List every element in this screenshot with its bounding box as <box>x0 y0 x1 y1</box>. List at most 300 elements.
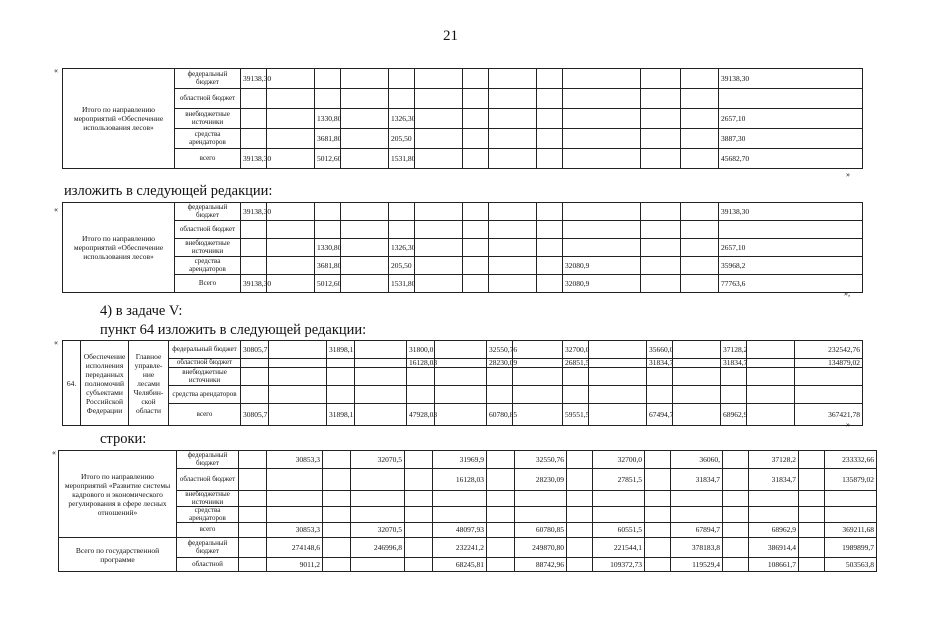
value-cell <box>389 221 415 239</box>
value-cell <box>405 507 433 523</box>
value-cell <box>323 491 351 507</box>
row-label-federal: федеральный бюджет <box>175 69 241 89</box>
row-label-regional_short: областной <box>177 558 239 572</box>
row-label-tenants: средства арендаторов <box>177 507 239 523</box>
value-cell <box>463 109 489 129</box>
event-name: Обеспечение исполнения переданных полномочий субъектами Российской Федерации <box>81 341 129 426</box>
value-cell <box>323 451 351 469</box>
value-cell: 3681,80 <box>315 257 341 275</box>
spacer-cell <box>239 491 267 507</box>
value-cell: 68245,81 <box>433 558 487 572</box>
value-cell <box>241 109 267 129</box>
value-cell <box>489 257 537 275</box>
value-cell <box>267 221 315 239</box>
value-cell <box>405 469 433 491</box>
value-cell: 3887,30 <box>719 129 863 149</box>
value-cell: 2657,10 <box>719 239 863 257</box>
value-cell <box>433 491 487 507</box>
value-cell <box>463 149 489 169</box>
table-row <box>63 404 863 426</box>
value-cell <box>351 491 405 507</box>
row-label-federal: федеральный бюджет <box>177 451 239 469</box>
value-cell: 39138,30 <box>719 203 863 221</box>
table-4-personnel-and-total <box>58 450 943 572</box>
value-cell <box>327 368 355 386</box>
instruction-heading-4: строки: <box>100 431 147 447</box>
value-cell <box>267 257 315 275</box>
spacer-cell <box>239 538 267 558</box>
value-cell <box>719 89 863 109</box>
executor-name: Главное управле- ние лесами Челябин- ской области <box>129 341 169 426</box>
value-cell <box>641 203 681 221</box>
value-cell <box>415 89 463 109</box>
value-cell <box>537 203 563 221</box>
spacer-cell <box>239 558 267 572</box>
value-cell <box>355 359 407 368</box>
value-cell: 274148,6 <box>267 538 323 558</box>
row-group-label: Итого по направлению мероприятий «Обеспечение использования лесов» <box>63 203 175 293</box>
value-cell: 60551,5 <box>593 523 645 538</box>
value-cell: 39138,30 <box>241 69 267 89</box>
value-cell: 1989899,7 <box>825 538 877 558</box>
value-cell: 31834,7 <box>647 359 673 368</box>
value-cell <box>487 538 515 558</box>
row-label-tenants: средства арендаторов <box>175 257 241 275</box>
value-cell: 28230,09 <box>515 469 567 491</box>
value-cell <box>641 69 681 89</box>
value-cell: 60780,85 <box>487 404 513 426</box>
value-cell: 31898,1 <box>327 404 355 426</box>
value-cell: 45682,70 <box>719 149 863 169</box>
value-cell <box>563 239 641 257</box>
value-cell: 205,50 <box>389 129 415 149</box>
value-cell <box>645 451 671 469</box>
value-cell: 1326,30 <box>389 239 415 257</box>
value-cell <box>537 89 563 109</box>
value-cell <box>341 89 389 109</box>
value-cell <box>747 368 795 386</box>
value-cell <box>489 109 537 129</box>
value-cell <box>389 89 415 109</box>
table-2-forest-use-new <box>62 202 863 293</box>
value-cell <box>341 239 389 257</box>
value-cell: 32070,5 <box>351 451 405 469</box>
value-cell: 1330,80 <box>315 109 341 129</box>
value-cell <box>681 257 719 275</box>
value-cell <box>681 69 719 89</box>
value-cell: 31898,1 <box>327 341 355 359</box>
value-cell: 48097,93 <box>433 523 487 538</box>
value-cell <box>681 149 719 169</box>
row-label-total_upper: Всего <box>175 275 241 293</box>
value-cell <box>487 507 515 523</box>
value-cell <box>641 89 681 109</box>
value-cell: 39138,30 <box>241 203 267 221</box>
table-row <box>63 89 863 109</box>
value-cell <box>537 239 563 257</box>
value-cell <box>341 109 389 129</box>
value-cell <box>563 129 641 149</box>
value-cell: 60780,85 <box>515 523 567 538</box>
value-cell <box>515 507 567 523</box>
value-cell: 32700,0 <box>563 341 589 359</box>
value-cell <box>641 239 681 257</box>
value-cell <box>723 451 749 469</box>
value-cell: 367421,78 <box>795 404 863 426</box>
value-cell <box>681 109 719 129</box>
value-cell <box>315 221 341 239</box>
value-cell <box>673 341 721 359</box>
instruction-heading-1: изложить в следующей редакции: <box>64 183 273 199</box>
table-row <box>59 538 943 558</box>
value-cell: 35660,0 <box>647 341 673 359</box>
row-label-extrabudget: внебюджетные источники <box>177 491 239 507</box>
value-cell <box>341 221 389 239</box>
value-cell <box>589 359 647 368</box>
value-cell <box>641 109 681 129</box>
spacer-cell <box>239 523 267 538</box>
value-cell <box>341 275 389 293</box>
value-cell <box>341 257 389 275</box>
value-cell <box>463 69 489 89</box>
value-cell <box>489 203 537 221</box>
value-cell: 134879,02 <box>795 359 863 368</box>
value-cell <box>323 507 351 523</box>
value-cell: 30853,3 <box>267 523 323 538</box>
value-cell <box>563 368 589 386</box>
value-cell: 16128,03 <box>433 469 487 491</box>
row-group-label: Итого по направлению мероприятий «Развитие системы кадрового и экономического регулирования в сфере лесных отношений» <box>59 451 177 538</box>
table-row <box>63 239 863 257</box>
value-cell: 3681,80 <box>315 129 341 149</box>
value-cell <box>489 221 537 239</box>
value-cell: 32700,0 <box>593 451 645 469</box>
value-cell <box>355 404 407 426</box>
value-cell <box>341 149 389 169</box>
row-label-regional: областной бюджет <box>177 469 239 491</box>
value-cell <box>241 257 267 275</box>
value-cell: 108661,7 <box>749 558 799 572</box>
value-cell: 28230,09 <box>487 359 513 368</box>
value-cell <box>567 558 593 572</box>
value-cell <box>267 129 315 149</box>
value-cell: 26851,5 <box>563 359 589 368</box>
value-cell: 249870,80 <box>515 538 567 558</box>
value-cell <box>267 275 315 293</box>
value-cell <box>355 341 407 359</box>
value-cell <box>267 469 323 491</box>
table-row <box>63 69 863 89</box>
value-cell <box>415 69 463 89</box>
value-cell <box>323 523 351 538</box>
value-cell <box>641 149 681 169</box>
value-cell: 119529,4 <box>671 558 723 572</box>
spacer-cell <box>239 507 267 523</box>
value-cell <box>341 203 389 221</box>
value-cell: 77763,6 <box>719 275 863 293</box>
value-cell <box>673 404 721 426</box>
value-cell: 68962,9 <box>749 523 799 538</box>
value-cell <box>405 491 433 507</box>
value-cell <box>487 523 515 538</box>
value-cell <box>487 491 515 507</box>
value-cell <box>567 538 593 558</box>
value-cell <box>671 507 723 523</box>
value-cell <box>323 558 351 572</box>
value-cell <box>799 491 825 507</box>
value-cell <box>341 69 389 89</box>
instruction-heading-2: 4) в задаче V: <box>100 303 183 319</box>
value-cell <box>537 275 563 293</box>
value-cell <box>433 507 487 523</box>
value-cell <box>513 359 563 368</box>
value-cell <box>435 341 487 359</box>
value-cell <box>351 469 405 491</box>
value-cell <box>267 507 323 523</box>
value-cell <box>747 359 795 368</box>
value-cell <box>681 221 719 239</box>
value-cell <box>747 341 795 359</box>
value-cell <box>327 386 355 404</box>
value-cell: 233332,66 <box>825 451 877 469</box>
value-cell: 5012,60 <box>315 275 341 293</box>
value-cell <box>567 469 593 491</box>
value-cell <box>593 491 645 507</box>
value-cell <box>489 89 537 109</box>
value-cell <box>723 558 749 572</box>
value-cell <box>513 404 563 426</box>
value-cell <box>327 359 355 368</box>
value-cell <box>415 149 463 169</box>
value-cell <box>415 129 463 149</box>
value-cell <box>269 368 327 386</box>
value-cell <box>415 109 463 129</box>
value-cell <box>241 368 269 386</box>
table-row <box>63 341 863 359</box>
table-row <box>59 507 943 523</box>
value-cell <box>405 538 433 558</box>
value-cell: 386914,4 <box>749 538 799 558</box>
value-cell <box>673 359 721 368</box>
value-cell <box>723 491 749 507</box>
value-cell <box>315 203 341 221</box>
quote-open-3: « <box>54 338 58 347</box>
value-cell <box>647 386 673 404</box>
value-cell: 369211,68 <box>825 523 877 538</box>
value-cell <box>515 491 567 507</box>
value-cell <box>567 451 593 469</box>
value-cell: 1531,80 <box>389 275 415 293</box>
table-row <box>59 558 943 572</box>
value-cell: 31834,7 <box>721 359 747 368</box>
spacer-cell <box>239 451 267 469</box>
value-cell <box>435 404 487 426</box>
value-cell: 232241,2 <box>433 538 487 558</box>
value-cell <box>799 523 825 538</box>
value-cell <box>389 203 415 221</box>
value-cell <box>795 368 863 386</box>
value-cell <box>241 386 269 404</box>
value-cell: 232542,76 <box>795 341 863 359</box>
value-cell: 88742,96 <box>515 558 567 572</box>
value-cell <box>463 89 489 109</box>
quote-close-2: »; <box>844 289 851 298</box>
value-cell: 59551,5 <box>563 404 589 426</box>
value-cell: 37128,2 <box>749 451 799 469</box>
row-label-federal: федеральный бюджет <box>175 203 241 221</box>
value-cell: 9011,2 <box>267 558 323 572</box>
value-cell <box>589 341 647 359</box>
row-label-extrabudget: внебюджетные источники <box>169 368 241 386</box>
value-cell <box>537 109 563 129</box>
row-label-extrabudget: внебюджетные источники <box>175 239 241 257</box>
value-cell <box>719 221 863 239</box>
value-cell <box>723 523 749 538</box>
page-number: 21 <box>443 28 458 44</box>
value-cell <box>415 275 463 293</box>
value-cell: 109372,73 <box>593 558 645 572</box>
value-cell <box>563 221 641 239</box>
value-cell <box>645 558 671 572</box>
value-cell <box>351 507 405 523</box>
value-cell <box>355 386 407 404</box>
value-cell: 30805,7 <box>241 341 269 359</box>
value-cell <box>513 341 563 359</box>
value-cell <box>723 469 749 491</box>
value-cell <box>323 469 351 491</box>
value-cell <box>407 386 435 404</box>
value-cell: 503563,8 <box>825 558 877 572</box>
quote-close-3: » <box>846 420 850 429</box>
row-group-label: Итого по направлению мероприятий «Обеспечение использования лесов» <box>63 69 175 169</box>
table-row <box>59 451 943 469</box>
value-cell: 36060, <box>671 451 723 469</box>
value-cell <box>241 129 267 149</box>
table-row <box>63 275 863 293</box>
value-cell <box>563 203 641 221</box>
value-cell <box>315 89 341 109</box>
value-cell <box>537 129 563 149</box>
value-cell: 135879,02 <box>825 469 877 491</box>
value-cell: 5012,60 <box>315 149 341 169</box>
value-cell <box>487 558 515 572</box>
row-label-tenants: средства арендаторов <box>175 129 241 149</box>
value-cell <box>723 507 749 523</box>
value-cell <box>681 129 719 149</box>
value-cell <box>351 558 405 572</box>
value-cell: 32550,76 <box>515 451 567 469</box>
value-cell <box>537 69 563 89</box>
value-cell <box>463 275 489 293</box>
table-row <box>63 149 863 169</box>
value-cell <box>563 386 589 404</box>
value-cell <box>267 69 315 89</box>
value-cell <box>799 451 825 469</box>
table-1-forest-use-old <box>62 68 863 169</box>
quote-close-1: » <box>846 170 850 179</box>
value-cell <box>567 491 593 507</box>
value-cell <box>641 221 681 239</box>
value-cell <box>723 538 749 558</box>
table-row <box>63 129 863 149</box>
value-cell: 1326,30 <box>389 109 415 129</box>
value-cell <box>645 523 671 538</box>
value-cell <box>323 538 351 558</box>
value-cell: 1330,80 <box>315 239 341 257</box>
value-cell <box>589 368 647 386</box>
value-cell <box>721 368 747 386</box>
value-cell <box>405 558 433 572</box>
value-cell <box>269 386 327 404</box>
value-cell <box>795 386 863 404</box>
value-cell <box>415 257 463 275</box>
row-label-federal: федеральный бюджет <box>169 341 241 359</box>
value-cell: 27851,5 <box>593 469 645 491</box>
value-cell <box>747 386 795 404</box>
value-cell <box>269 404 327 426</box>
value-cell <box>487 469 515 491</box>
value-cell <box>749 507 799 523</box>
table-row <box>63 203 863 221</box>
value-cell <box>487 451 515 469</box>
value-cell <box>415 203 463 221</box>
row-label-total_lower: всего <box>169 404 241 426</box>
value-cell <box>415 221 463 239</box>
value-cell <box>341 129 389 149</box>
value-cell <box>463 257 489 275</box>
value-cell <box>463 129 489 149</box>
value-cell: 47928,03 <box>407 404 435 426</box>
value-cell <box>537 221 563 239</box>
value-cell <box>267 239 315 257</box>
table-row <box>59 523 943 538</box>
value-cell: 1531,80 <box>389 149 415 169</box>
value-cell: 31969,9 <box>433 451 487 469</box>
value-cell: 30853,3 <box>267 451 323 469</box>
value-cell <box>489 239 537 257</box>
table-row <box>59 469 943 491</box>
row-label-regional: областной бюджет <box>169 359 241 368</box>
value-cell <box>355 368 407 386</box>
value-cell: 16128,03 <box>407 359 435 368</box>
value-cell <box>681 89 719 109</box>
value-cell <box>825 491 877 507</box>
value-cell <box>563 69 641 89</box>
table-row <box>63 386 863 404</box>
value-cell <box>407 368 435 386</box>
value-cell <box>315 69 341 89</box>
value-cell <box>747 404 795 426</box>
quote-open-4: « <box>52 448 56 457</box>
value-cell <box>463 221 489 239</box>
value-cell: 32080,9 <box>563 275 641 293</box>
value-cell <box>799 538 825 558</box>
value-cell <box>241 89 267 109</box>
value-cell <box>563 149 641 169</box>
value-cell <box>489 275 537 293</box>
table-row <box>63 257 863 275</box>
value-cell <box>641 275 681 293</box>
value-cell <box>513 386 563 404</box>
value-cell <box>799 469 825 491</box>
value-cell <box>415 239 463 257</box>
value-cell <box>489 69 537 89</box>
value-cell <box>645 507 671 523</box>
quote-open-1: « <box>54 66 58 75</box>
value-cell: 67494,7 <box>647 404 673 426</box>
value-cell: 67894,7 <box>671 523 723 538</box>
value-cell <box>721 386 747 404</box>
